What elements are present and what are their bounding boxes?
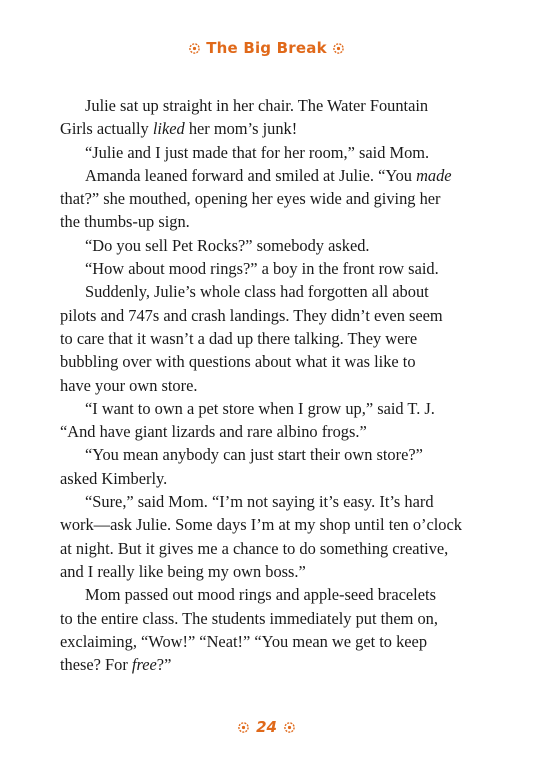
paragraph <box>60 234 490 257</box>
text-line: have your own store. <box>60 375 198 395</box>
paragraph <box>60 583 490 676</box>
paragraph <box>60 164 490 234</box>
text-line: asked Kimberly. <box>60 468 168 488</box>
text-line: Julie sat up straight in her chair. The Water Fountain <box>85 96 429 115</box>
text-line: “And have giant lizards and rare albino frogs.” <box>60 422 367 442</box>
page-footer <box>0 716 533 738</box>
running-title: The Big Break <box>206 39 327 57</box>
paragraph <box>60 257 490 280</box>
text-line: at night. But it gives me a chance to do something creative, <box>60 538 449 558</box>
running-header <box>0 36 533 60</box>
text-line: the thumbs-up sign. <box>60 212 190 232</box>
text-line: Mom passed out mood rings and apple-seed bracelets <box>85 585 436 605</box>
italic-emphasis: free <box>131 655 157 675</box>
paragraph <box>60 94 490 141</box>
flower-ornament-icon <box>333 43 344 54</box>
text-line: “Sure,” said Mom. “I’m not saying it’s easy. It’s hard <box>85 492 434 512</box>
text-line: “How about mood rings?” a boy in the front row said. <box>85 259 439 279</box>
paragraph <box>60 141 490 164</box>
text-line: work—ask Julie. Some days I’m at my shop until ten o’clock <box>60 515 462 535</box>
text-line: Amanda leaned forward and smiled at Julie. “You made <box>85 165 452 185</box>
text-line: pilots and 747s and crash landings. They didn’t even seem <box>60 305 443 325</box>
paragraph <box>60 280 490 396</box>
paragraph <box>60 443 490 490</box>
page-number: 24 <box>256 718 277 736</box>
text-line: “Do you sell Pet Rocks?” somebody asked. <box>85 235 370 255</box>
flower-ornament-icon <box>238 722 249 733</box>
flower-ornament-icon <box>284 722 295 733</box>
paragraph <box>60 490 490 583</box>
body-text <box>60 94 490 676</box>
italic-emphasis: liked <box>152 119 185 139</box>
italic-emphasis: made <box>416 165 452 185</box>
text-line: exclaiming, “Wow!” “Neat!” “You mean we get to keep <box>60 631 428 651</box>
text-line: bubbling over with questions about what it was like to <box>60 352 416 372</box>
text-line: that?” she mouthed, opening her eyes wide and giving her <box>60 189 441 209</box>
text-line: “Julie and I just made that for her room,” said Mom. <box>85 142 430 162</box>
paragraph <box>60 397 490 444</box>
text-line: Suddenly, Julie’s whole class had forgotten all about <box>85 282 429 302</box>
text-line: Girls actually liked her mom’s junk! <box>60 119 298 139</box>
text-line: and I really like being my own boss.” <box>60 561 306 581</box>
text-line: “I want to own a pet store when I grow up,” said T. J. <box>85 398 435 418</box>
text-line: “You mean anybody can just start their own store?” <box>85 445 423 465</box>
flower-ornament-icon <box>189 43 200 54</box>
text-line: to care that it wasn’t a dad up there talking. They were <box>60 328 418 348</box>
text-line: to the entire class. The students immediately put them on, <box>60 608 438 628</box>
text-line: these? For free?” <box>60 655 172 675</box>
